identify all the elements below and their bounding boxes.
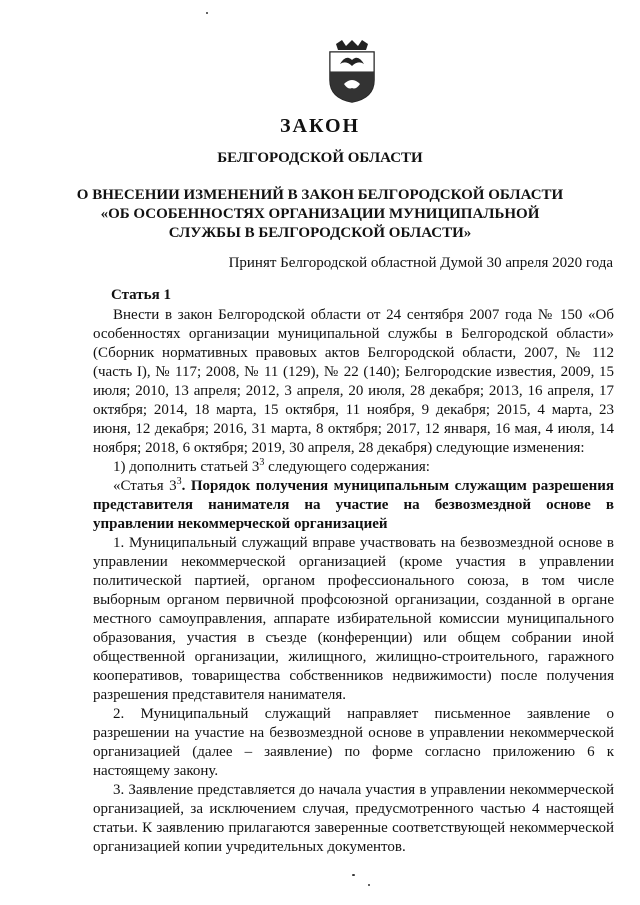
scan-speck <box>206 12 208 14</box>
belgorod-coat-of-arms-icon <box>326 38 378 104</box>
item-1-suffix: следующего содержания: <box>264 459 430 475</box>
paragraph-3: 3. Заявление представляется до начала участия в управлении некоммерческой организацией, за исключением случая, предусмотренного частью 4 настоящей статьи. К заявлению прилагаются заверенные соответствующей некоммерческой организацией копии учредительных документов. <box>93 782 614 855</box>
adoption-note: Принят Белгородской областной Думой 30 апреля 2020 года <box>228 255 613 271</box>
paragraph-2: 2. Муниципальный служащий направляет письменное заявление о разрешении на участие на безвозмездной основе в управлении некоммерческой организацией (далее – заявление) по форме согласно приложению 6 к настоящему закону. <box>93 706 614 779</box>
scan-speck <box>352 874 355 876</box>
document-title: ЗАКОН <box>279 115 361 137</box>
article-body <box>93 306 614 857</box>
new-article-prefix: «Статья 3 <box>113 478 177 494</box>
subject-line-3: СЛУЖБЫ В БЕЛГОРОДСКОЙ ОБЛАСТИ» <box>168 225 472 241</box>
paragraph-1: 1. Муниципальный служащий вправе участвовать на безвозмездной основе в управлении некоммерческой организацией (кроме участия в управлении политической партией, органом профессионального союза, в том числе выборным органом первичной профсоюзной организации, созданной в органе местного самоуправления, аппарате избирательной комиссии муниципального образования, участия в съезде (конференции) или общем собрании иной общественной организации, жилищного, жилищно-строительного, гаражного кооперативов, товарищества собственников недвижимости) после получения разрешения представителя нанимателя. <box>93 535 614 703</box>
intro-paragraph: Внести в закон Белгородской области от 24 сентября 2007 года № 150 «Об особенностях организации муниципальной службы в Белгородской области» (Сборник нормативных правовых актов Белгородской области, 2007, № 112 (часть I), № 117; 2008, № 11 (129), № 22 (140); Белгородские известия, 2009, 15 июля; 2010, 13 апреля; 2012, 3 апреля, 20 июля, 28 декабря; 2013, 16 апреля, 17 октября; 2014, 18 марта, 15 октября, 11 ноября, 9 декабря; 2015, 4 марта, 23 июня, 12 декабря; 2016, 31 марта, 8 октября; 2017, 12 января, 16 мая, 4 июля, 14 ноября; 2018, 6 октября; 2019, 30 апреля, 28 декабря) следующие изменения: <box>93 307 614 456</box>
subject-line-2: «ОБ ОСОБЕННОСТЯХ ОРГАНИЗАЦИИ МУНИЦИПАЛЬНОЙ <box>100 206 540 222</box>
region-title: БЕЛГОРОДСКОЙ ОБЛАСТИ <box>217 150 423 166</box>
new-article-heading <box>93 477 614 534</box>
article-heading: Статья 1 <box>111 287 171 303</box>
new-article-sup: 3 <box>176 476 182 487</box>
scan-speck <box>368 884 370 886</box>
item-1-prefix: 1) дополнить статьей 3 <box>113 459 260 475</box>
new-article-title: . Порядок получения муниципальным служащим разрешения представителя нанимателя на участие на безвозмездной основе в управлении некоммерческой организацией <box>93 478 614 532</box>
item-1-paragraph <box>93 458 614 477</box>
subject-line-1: О ВНЕСЕНИИ ИЗМЕНЕНИЙ В ЗАКОН БЕЛГОРОДСКОЙ ОБЛАСТИ <box>76 187 564 203</box>
item-1-sup: 3 <box>259 457 265 468</box>
